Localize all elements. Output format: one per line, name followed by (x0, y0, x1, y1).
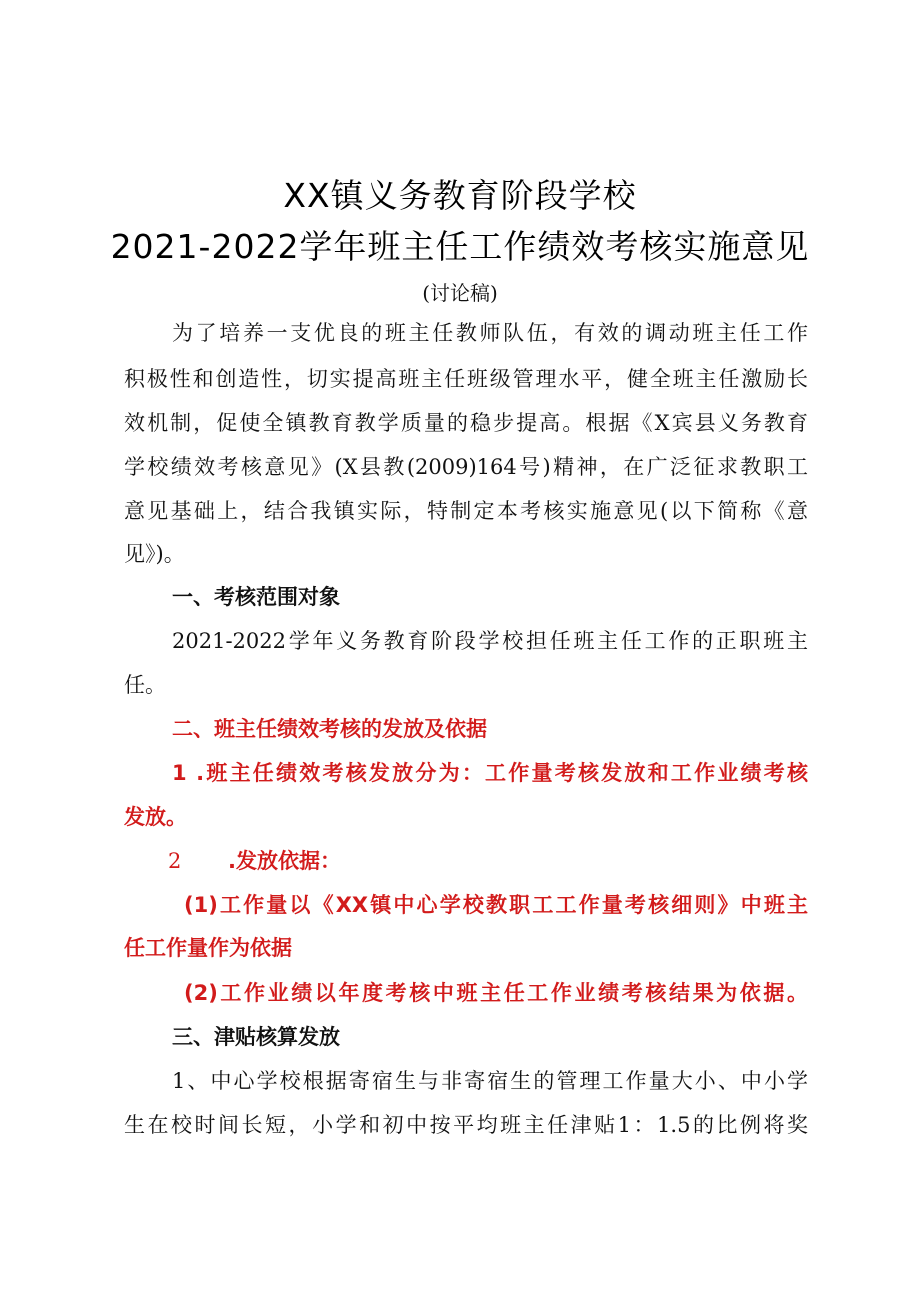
section2-item2-number: 2 (168, 849, 182, 873)
section1-heading: 一、考核范围对象 (172, 585, 340, 609)
section3-line: 生在校时间长短，小学和初中按平均班主任津贴1：1.5的比例将奖 (124, 1113, 808, 1137)
doc-subtitle: (讨论稿) (422, 281, 498, 305)
intro-line: 见》)。 (124, 542, 185, 566)
section2-item2-label: .发放依据： (228, 849, 341, 873)
intro-line: 积极性和创造性，切实提高班主任班级管理水平，健全班主任激励长 (124, 367, 808, 391)
section1-line: 任。 (124, 673, 166, 697)
intro-line: 学校绩效考核意见》(X县教(2009)164号)精神，在广泛征求教职工 (124, 455, 808, 479)
intro-line: 意见基础上，结合我镇实际，特制定本考核实施意见(以下简称《意 (124, 499, 808, 523)
section2-sub2-line: (2)工作业绩以年度考核中班主任工作业绩考核结果为依据。 (184, 981, 808, 1005)
doc-title-line2: 2021-2022学年班主任工作绩效考核实施意见 (110, 227, 810, 266)
intro-line: 为了培养一支优良的班主任教师队伍，有效的调动班主任工作 (172, 321, 808, 345)
section2-item1-line: 发放。 (124, 805, 187, 829)
section2-sub1-line: (1)工作量以《XX镇中心学校教职工工作量考核细则》中班主 (184, 893, 808, 917)
section2-sub1-line: 任工作量作为依据 (124, 936, 292, 960)
section1-line: 2021-2022学年义务教育阶段学校担任班主任工作的正职班主 (172, 629, 808, 653)
doc-title-line1: XX镇义务教育阶段学校 (283, 176, 637, 215)
intro-line: 效机制，促使全镇教育教学质量的稳步提高。根据《X宾县义务教育 (124, 411, 808, 435)
section2-item1-line: 1 .班主任绩效考核发放分为：工作量考核发放和工作业绩考核 (172, 761, 808, 785)
section2-heading: 二、班主任绩效考核的发放及依据 (172, 717, 487, 741)
section3-line: 1、中心学校根据寄宿生与非寄宿生的管理工作量大小、中小学 (172, 1069, 808, 1093)
section3-heading: 三、津贴核算发放 (172, 1025, 340, 1049)
